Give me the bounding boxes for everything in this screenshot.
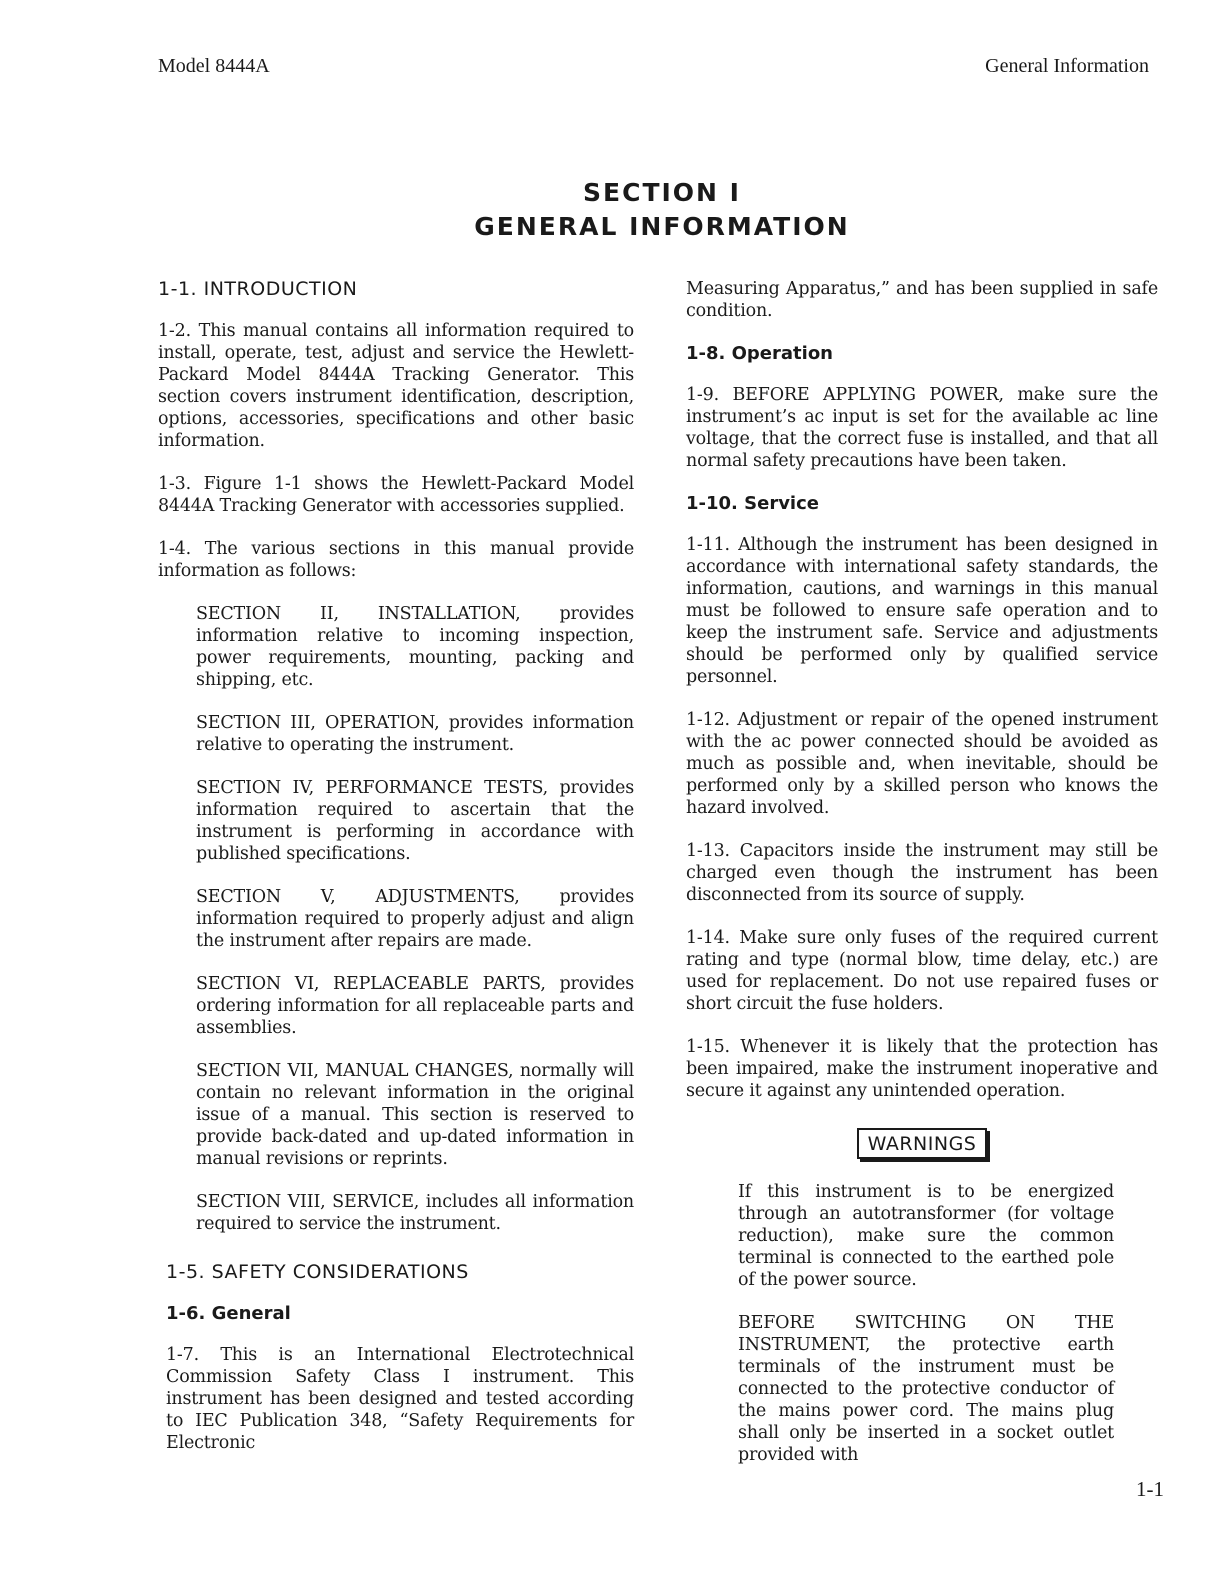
- section-ii-description: SECTION II, INSTALLATION, provides information relative to incoming inspection, power requirements, mounting, packing and shipping, etc.: [196, 604, 634, 690]
- paragraph-1-12: 1-12. Adjustment or repair of the opened instrument with the ac power connected should be avoided as much as possible and, when inevitable, should be performed only by a skilled person who knows the hazard involved.: [686, 710, 1158, 818]
- right-column: [686, 278, 1158, 1487]
- warnings-label: WARNINGS: [857, 1128, 988, 1159]
- paragraph-1-7: 1-7. This is an International Electrotechnical Commission Safety Class I instrument. This instrument has been designed and tested according to IEC Publication 348, “Safety Requirements for Electronic: [166, 1345, 634, 1453]
- service-heading: 1-10. Service: [686, 493, 819, 514]
- operation-heading: 1-8. Operation: [686, 343, 833, 364]
- warnings-label-wrap: [686, 1128, 1158, 1159]
- section-viii-description: SECTION VIII, SERVICE, includes all information required to service the instrument.: [196, 1192, 634, 1234]
- safety-considerations-heading: 1-5. SAFETY CONSIDERATIONS: [166, 1261, 469, 1283]
- section-iv-description: SECTION IV, PERFORMANCE TESTS, provides information required to ascertain that the instrument is performing in accordance with published specifications.: [196, 778, 634, 864]
- section-vii-description: SECTION VII, MANUAL CHANGES, normally will contain no relevant information in the original issue of a manual. This section is reserved to provide back-dated and up-dated information in manual revisions or reprints.: [196, 1061, 634, 1169]
- header-model: Model 8444A: [158, 55, 270, 77]
- paragraph-1-13: 1-13. Capacitors inside the instrument may still be charged even though the instrument has been disconnected from its source of supply.: [686, 841, 1158, 905]
- page-number: 1-1: [1136, 1477, 1164, 1501]
- paragraph-1-11: 1-11. Although the instrument has been designed in accordance with international safety standards, the information, cautions, and warnings in this manual must be followed to ensure safe operation and to keep the instrument safe. Service and adjustments should be performed only by qualified service personnel.: [686, 535, 1158, 687]
- section-vi-description: SECTION VI, REPLACEABLE PARTS, provides ordering information for all replaceable parts and assemblies.: [196, 974, 634, 1038]
- paragraph-1-3: 1-3. Figure 1-1 shows the Hewlett-Packard Model 8444A Tracking Generator with accessories supplied.: [158, 474, 634, 516]
- paragraph-1-9: 1-9. BEFORE APPLYING POWER, make sure the instrument’s ac input is set for the available ac line voltage, that the correct fuse is installed, and that all normal safety precautions have been taken.: [686, 385, 1158, 471]
- general-heading: 1-6. General: [166, 1303, 291, 1324]
- section-v-description: SECTION V, ADJUSTMENTS, provides information required to properly adjust and align the instrument after repairs are made.: [196, 887, 634, 951]
- introduction-heading: 1-1. INTRODUCTION: [158, 278, 358, 300]
- paragraph-1-2: 1-2. This manual contains all information required to install, operate, test, adjust and service the Hewlett-Packard Model 8444A Tracking Generator. This section covers instrument identification, description, options, accessories, specifications and other basic information.: [158, 321, 634, 451]
- paragraph-1-14: 1-14. Make sure only fuses of the required current rating and type (normal blow, time delay, etc.) are used for replacement. Do not use repaired fuses or short circuit the fuse holders.: [686, 928, 1158, 1014]
- warning-autotransformer: If this instrument is to be energized through an autotransformer (for voltage reduction), make sure the common terminal is connected to the earthed pole of the power source.: [738, 1182, 1114, 1290]
- warning-protective-earth: BEFORE SWITCHING ON THE INSTRUMENT, the protective earth terminals of the instrument must be connected to the protective conductor of the mains power cord. The mains plug shall only be inserted in a socket outlet provided with: [738, 1313, 1114, 1465]
- paragraph-1-4: 1-4. The various sections in this manual provide information as follows:: [158, 539, 634, 581]
- header-section-name: General Information: [985, 55, 1149, 77]
- section-title-number: SECTION I: [583, 178, 741, 207]
- left-column: [158, 278, 634, 1475]
- paragraph-1-15: 1-15. Whenever it is likely that the protection has been impaired, make the instrument inoperative and secure it against any unintended operation.: [686, 1037, 1158, 1101]
- paragraph-1-7-continued: Measuring Apparatus,” and has been supplied in safe condition.: [686, 279, 1158, 321]
- section-title-name: GENERAL INFORMATION: [474, 212, 850, 241]
- section-iii-description: SECTION III, OPERATION, provides information relative to operating the instrument.: [196, 713, 634, 755]
